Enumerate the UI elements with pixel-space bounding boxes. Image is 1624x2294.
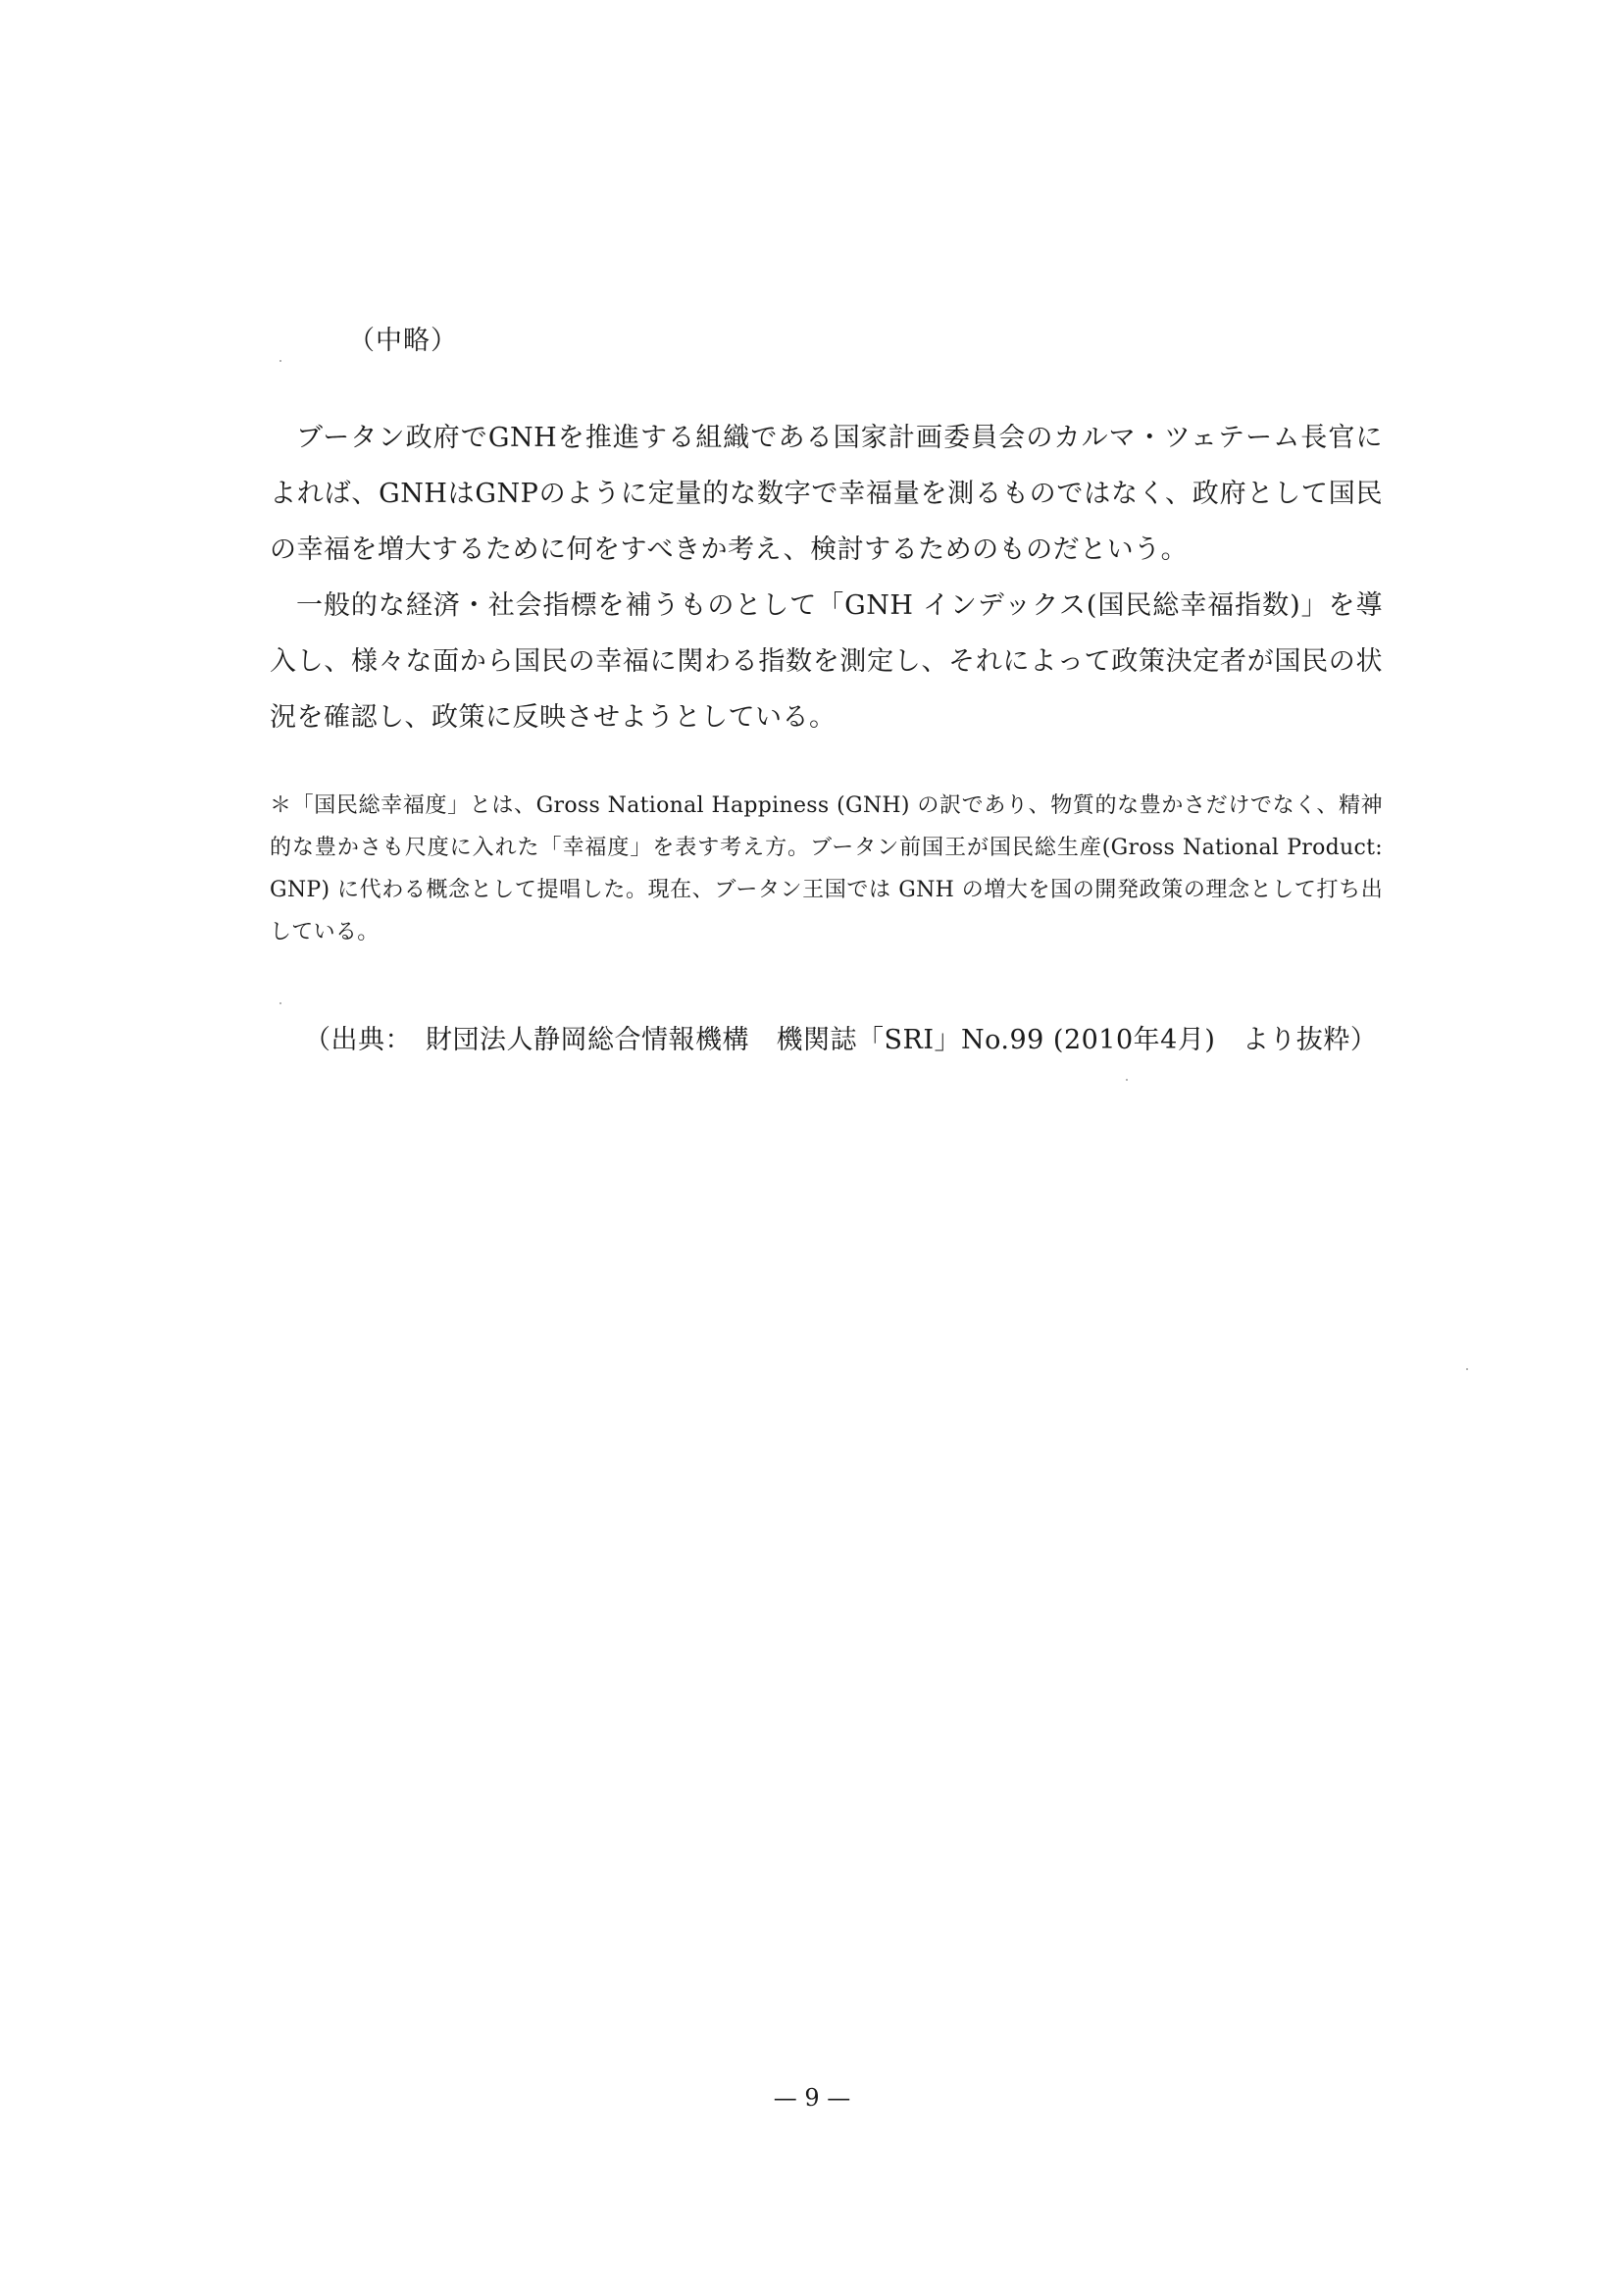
footnote: ＊「国民総幸福度」とは、Gross National Happiness (GNH) の訳であり、物質的な豊かさだけでなく、精神的な豊かさも尺度に入れた「幸福度」を表す考え方。ブータン前国王が国民総生産(Gross National Product: GNP) に代わる概念として提唱した。現在、ブータン王国では GNH の増大を国の開発政策の理念として打ち出している。	[270, 793, 1383, 944]
scan-speck	[279, 360, 281, 362]
page-number: — 9 —	[773, 2084, 851, 2112]
omission-note: （中略）	[348, 326, 458, 356]
source-citation: （出典： 財団法人静岡総合情報機構 機関誌「SRI」No.99 (2010年4月) より抜粋）	[304, 1025, 1378, 1055]
paragraph-1: ブータン政府でGNHを推進する組織である国家計画委員会のカルマ・ツェテーム長官によれば、GNHはGNPのように定量的な数字で幸福量を測るものではなく、政府として国民の幸福を増大するために何をすべきか考え、検討するためのものだという。	[270, 423, 1383, 565]
scan-speck	[1126, 1079, 1128, 1081]
scan-speck	[1466, 1368, 1468, 1370]
scan-speck	[279, 1002, 281, 1004]
paragraph-2: 一般的な経済・社会指標を補うものとして「GNH インデックス(国民総幸福指数)」を導入し、様々な面から国民の幸福に関わる指数を測定し、それによって政策決定者が国民の状況を確認し、政策に反映させようとしている。	[270, 590, 1383, 733]
main-body	[270, 410, 1383, 745]
